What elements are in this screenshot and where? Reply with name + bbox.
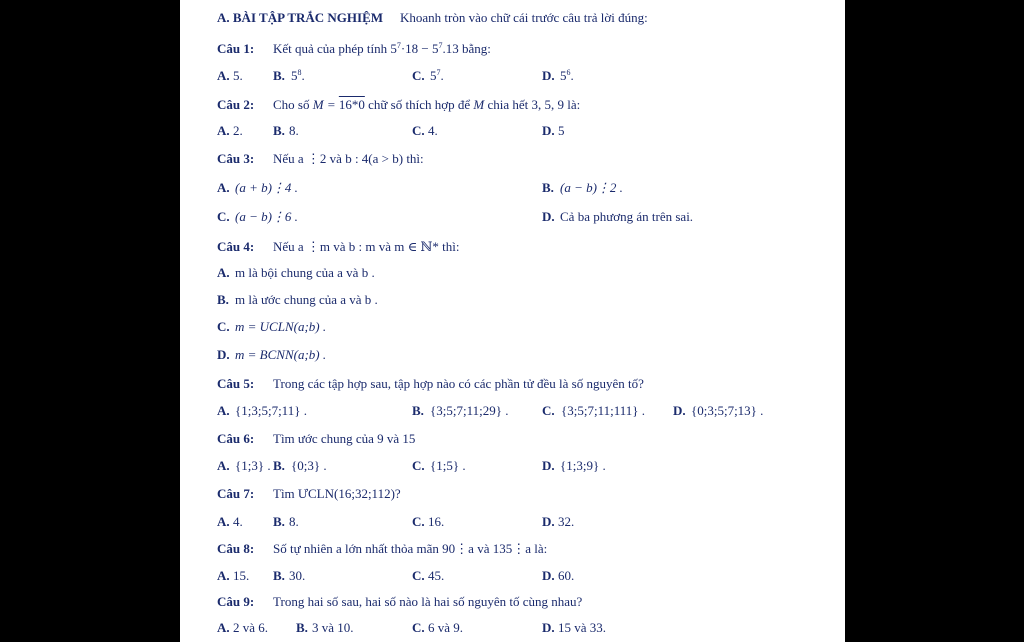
option-text: (a + b)⋮4 . — [235, 180, 298, 195]
option-letter: C. — [217, 209, 230, 224]
option-letter: B. — [273, 123, 285, 138]
option-text: {3;5;7;11;29} . — [430, 403, 509, 418]
option-text: (a − b)⋮2 . — [560, 180, 623, 195]
option-text: {1;5} . — [430, 458, 466, 473]
question-stem: Tìm ƯCLN(16;32;112)? — [273, 486, 401, 501]
option-letter: D. — [542, 514, 555, 529]
option-text: {0;3;5;7;13} . — [691, 403, 764, 418]
option-letter: A. — [217, 403, 230, 418]
option-text: 4. — [233, 514, 243, 529]
option-letter: C. — [412, 568, 425, 583]
option-letter: A. — [217, 123, 230, 138]
option-letter: A. — [217, 620, 230, 635]
option-text: m là ước chung của a và b . — [235, 292, 378, 307]
option-letter: C. — [412, 68, 425, 83]
question-stem: Nếu a ⋮m và b : m và m ∈ ℕ* thì: — [273, 239, 460, 254]
option-text: m = BCNN(a;b) . — [235, 347, 327, 362]
option-letter: B. — [273, 568, 285, 583]
option-text: Cả ba phương án trên sai. — [560, 209, 694, 224]
option-letter: D. — [217, 347, 230, 362]
option-letter: B. — [412, 403, 424, 418]
question-stem: Tìm ước chung của 9 và 15 — [273, 431, 416, 446]
option-text: m là bội chung của a và b . — [235, 265, 375, 280]
option-text: {1;3;9} . — [560, 458, 606, 473]
option-letter: C. — [542, 403, 555, 418]
option-text: 3 và 10. — [312, 620, 354, 635]
question-stem: Số tự nhiên a lớn nhất thỏa mãn 90⋮a và 135⋮a là: — [273, 541, 548, 556]
question-stem: Cho số M = 16*0 chữ số thích hợp để M chia hết 3, 5, 9 là: — [273, 97, 581, 112]
option-letter: D. — [542, 620, 555, 635]
option-letter: A. — [217, 265, 230, 280]
section-instruction: Khoanh tròn vào chữ cái trước câu trả lời đúng: — [400, 10, 648, 25]
question-stem: Kết quả của phép tính $5^7\cdot 18 - 5^7.13$ bằng: — [273, 41, 491, 56]
question-stem: Trong hai số sau, hai số nào là hai số nguyên tố cùng nhau? — [273, 594, 583, 609]
option-text: {1;3} . — [235, 458, 271, 473]
option-text: 8. — [289, 514, 299, 529]
option-text: 2. — [233, 123, 243, 138]
option-text: 6 và 9. — [428, 620, 464, 635]
option-text: 16. — [428, 514, 445, 529]
question-label: Câu 7: — [217, 486, 255, 501]
option-text: $5^6$. — [560, 68, 574, 83]
option-letter: D. — [542, 458, 555, 473]
question-stem: Nếu a ⋮2 và b : 4(a > b) thì: — [273, 151, 424, 166]
question-label: Câu 3: — [217, 151, 255, 166]
option-text: {0;3} . — [291, 458, 327, 473]
option-text: 5. — [233, 68, 243, 83]
question-label: Câu 2: — [217, 97, 255, 112]
option-text: 15 và 33. — [558, 620, 607, 635]
option-letter: D. — [542, 68, 555, 83]
option-text: (a − b)⋮6 . — [235, 209, 298, 224]
option-text: 8. — [289, 123, 299, 138]
option-letter: D. — [542, 568, 555, 583]
option-text: $5^7$. — [430, 68, 444, 83]
option-letter: C. — [412, 620, 425, 635]
option-letter: A. — [217, 68, 230, 83]
question-label: Câu 6: — [217, 431, 255, 446]
question-label: Câu 1: — [217, 41, 255, 56]
option-text: 60. — [558, 568, 575, 583]
option-letter: D. — [673, 403, 686, 418]
question-label: Câu 5: — [217, 376, 255, 391]
option-letter: A. — [217, 180, 230, 195]
option-letter: C. — [412, 458, 425, 473]
option-letter: B. — [296, 620, 308, 635]
option-letter: C. — [217, 319, 230, 334]
option-letter: D. — [542, 123, 555, 138]
option-letter: A. — [217, 514, 230, 529]
question-label: Câu 9: — [217, 594, 255, 609]
section-heading: A. BÀI TẬP TRẮC NGHIỆM — [217, 10, 384, 25]
option-text: 45. — [428, 568, 445, 583]
option-text: m = UCLN(a;b) . — [235, 319, 327, 334]
option-letter: C. — [412, 514, 425, 529]
option-letter: C. — [412, 123, 425, 138]
option-text: {1;3;5;7;11} . — [235, 403, 307, 418]
option-letter: D. — [542, 209, 555, 224]
question-label: Câu 4: — [217, 239, 255, 254]
option-text: 5 — [558, 123, 565, 138]
option-letter: B. — [273, 68, 285, 83]
option-letter: B. — [273, 514, 285, 529]
option-text: 4. — [428, 123, 438, 138]
option-text: 30. — [289, 568, 306, 583]
option-letter: B. — [217, 292, 229, 307]
option-text: $5^8$. — [291, 68, 305, 83]
option-text: {3;5;7;11;111} . — [561, 403, 645, 418]
option-text: 15. — [233, 568, 250, 583]
option-letter: A. — [217, 458, 230, 473]
option-letter: B. — [542, 180, 554, 195]
option-letter: B. — [273, 458, 285, 473]
option-text: 2 và 6. — [233, 620, 269, 635]
option-text: 32. — [558, 514, 575, 529]
question-label: Câu 8: — [217, 541, 255, 556]
option-letter: A. — [217, 568, 230, 583]
question-stem: Trong các tập hợp sau, tập hợp nào có các phần tử đều là số nguyên tố? — [273, 376, 644, 391]
